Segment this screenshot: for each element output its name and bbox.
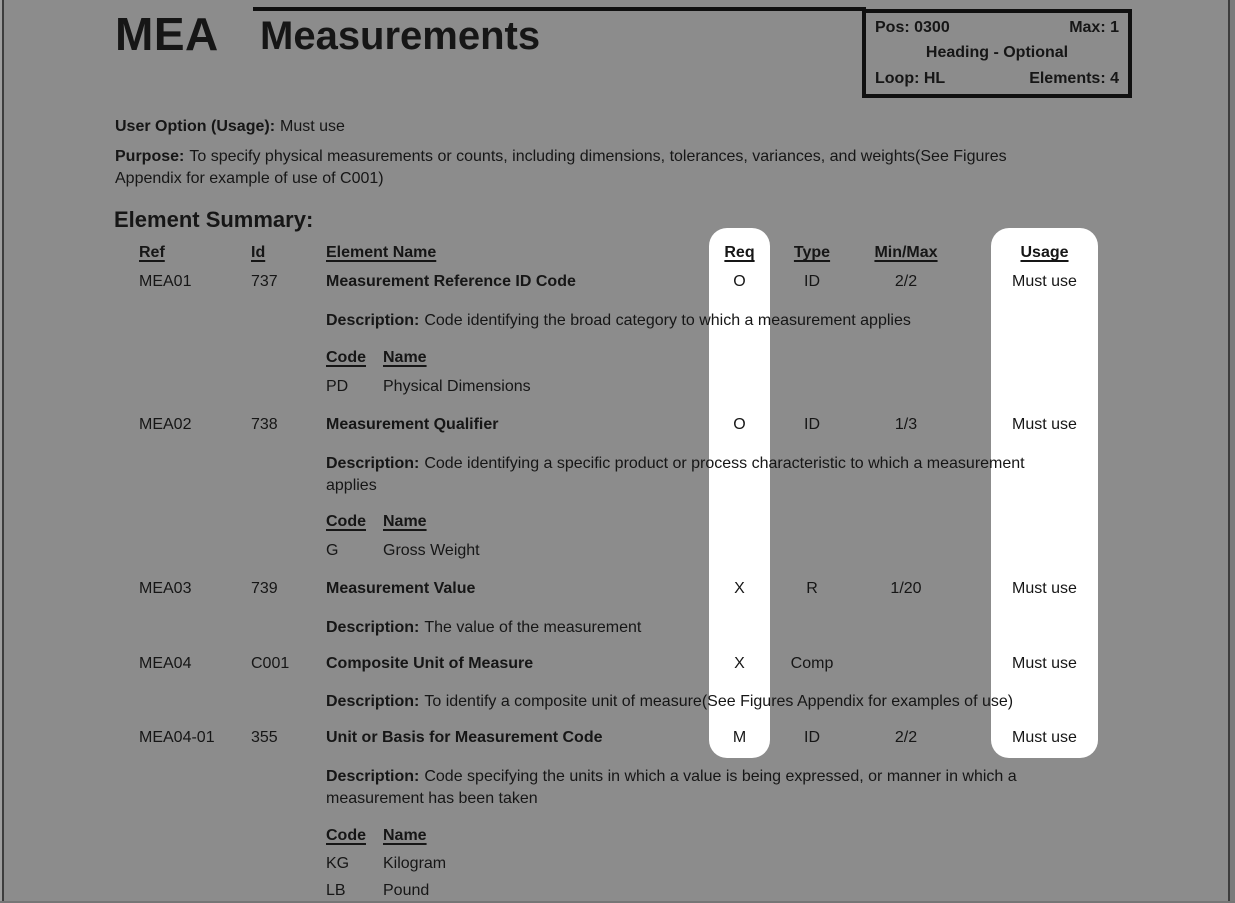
code-value: G xyxy=(326,542,339,559)
type-value: R xyxy=(806,580,818,597)
description-text: Code specifying the units in which a value is being expressed, or manner in which a measurement has been taken xyxy=(326,768,1017,807)
type-value: ID xyxy=(804,416,820,433)
element-name: Measurement Value xyxy=(326,580,476,597)
type-value: ID xyxy=(804,729,820,746)
description-label: Description: xyxy=(326,312,420,329)
code-value: LB xyxy=(326,882,346,899)
code-header-row xyxy=(0,348,1235,370)
code-row xyxy=(0,541,1235,563)
minmax-value: 2/2 xyxy=(894,273,918,290)
code-value: PD xyxy=(326,378,349,395)
description-text: To identify a composite unit of measure(See Figures Appendix for examples of use) xyxy=(424,693,1014,710)
code-name-value: Kilogram xyxy=(383,855,447,872)
element-ref: MEA02 xyxy=(139,416,192,433)
minmax-value: 1/3 xyxy=(894,416,918,433)
code-col-header: Code xyxy=(326,513,366,530)
description-label: Description: xyxy=(326,455,420,472)
col-header-minmax: Min/Max xyxy=(874,244,938,261)
code-col-header: Code xyxy=(326,827,366,844)
req-value: O xyxy=(733,416,746,433)
loop-value: Loop: HL xyxy=(875,70,946,88)
segment-name: Measurements xyxy=(260,14,541,58)
element-id: 737 xyxy=(251,273,278,290)
name-col-header: Name xyxy=(383,349,427,366)
description-text: Code identifying the broad category to which a measurement applies xyxy=(424,312,911,329)
element-ref: MEA03 xyxy=(139,580,192,597)
element-name: Measurement Qualifier xyxy=(326,416,499,433)
description-text: Code identifying a specific product or process characteristic to which a measurement applies xyxy=(326,455,1025,494)
description-label: Description: xyxy=(326,768,420,785)
description-line xyxy=(326,310,1046,332)
usage-value: Must use xyxy=(1012,416,1077,433)
segment-info-box xyxy=(862,9,1132,98)
col-header-id: Id xyxy=(251,244,266,261)
code-name-value: Pound xyxy=(383,882,430,899)
elements-value: Elements: 4 xyxy=(1029,70,1119,88)
user-option-value: Must use xyxy=(280,118,345,135)
table-row-mea02 xyxy=(0,415,1235,437)
user-option-line xyxy=(115,118,345,136)
description-line xyxy=(326,453,1046,497)
table-row-mea04-01 xyxy=(0,728,1235,750)
purpose-text: To specify physical measurements or counts, including dimensions, tolerances, variances, and weights(See Figures Appendix for example of use of C001) xyxy=(115,148,1007,187)
element-summary-title: Element Summary: xyxy=(114,207,314,232)
code-col-header: Code xyxy=(326,349,366,366)
info-box-row-1 xyxy=(875,20,1119,36)
element-id: 738 xyxy=(251,416,278,433)
code-value: KG xyxy=(326,855,350,872)
col-header-usage: Usage xyxy=(1020,244,1069,261)
description-text: The value of the measurement xyxy=(424,619,642,636)
header-rule xyxy=(253,7,866,11)
col-header-req: Req xyxy=(724,244,755,261)
col-header-type: Type xyxy=(793,244,831,261)
code-header-row xyxy=(0,512,1235,534)
usage-value: Must use xyxy=(1012,729,1077,746)
element-ref: MEA01 xyxy=(139,273,192,290)
element-name: Measurement Reference ID Code xyxy=(326,273,576,290)
usage-value: Must use xyxy=(1012,273,1077,290)
code-row xyxy=(0,854,1235,876)
element-id: 739 xyxy=(251,580,278,597)
description-line xyxy=(326,617,1046,639)
table-row-mea03 xyxy=(0,579,1235,601)
usage-value: Must use xyxy=(1012,655,1077,672)
code-name-value: Physical Dimensions xyxy=(383,378,531,395)
heading-optional-value: Heading - Optional xyxy=(925,44,1069,62)
element-id: C001 xyxy=(251,655,290,672)
element-name: Composite Unit of Measure xyxy=(326,655,534,672)
element-ref: MEA04-01 xyxy=(139,729,215,746)
type-value: ID xyxy=(804,273,820,290)
purpose-line xyxy=(115,146,1050,190)
element-ref: MEA04 xyxy=(139,655,192,672)
description-line xyxy=(326,691,1126,713)
info-box-row-3 xyxy=(875,71,1119,87)
description-line xyxy=(326,766,1046,810)
purpose-label: Purpose: xyxy=(115,148,185,165)
req-value: O xyxy=(733,273,746,290)
req-value: X xyxy=(734,580,745,597)
req-value: M xyxy=(732,729,747,746)
info-box-row-2 xyxy=(875,45,1119,61)
page-left-border xyxy=(2,0,4,903)
segment-id: MEA xyxy=(115,8,219,60)
usage-value: Must use xyxy=(1012,580,1077,597)
summary-header-row xyxy=(0,243,1235,265)
table-row-mea01 xyxy=(0,272,1235,294)
table-row-mea04 xyxy=(0,654,1235,676)
minmax-value: 1/20 xyxy=(890,580,922,597)
description-label: Description: xyxy=(326,693,420,710)
code-name-value: Gross Weight xyxy=(383,542,480,559)
code-header-row xyxy=(0,826,1235,848)
minmax-value: 2/2 xyxy=(894,729,918,746)
col-header-name: Element Name xyxy=(326,244,437,261)
user-option-label: User Option (Usage): xyxy=(115,118,276,135)
type-value: Comp xyxy=(790,655,834,672)
description-label: Description: xyxy=(326,619,420,636)
max-value: Max: 1 xyxy=(1069,18,1119,36)
element-name: Unit or Basis for Measurement Code xyxy=(326,729,603,746)
code-row xyxy=(0,377,1235,399)
name-col-header: Name xyxy=(383,513,427,530)
pos-value: Pos: 0300 xyxy=(875,18,950,36)
right-edge-strip xyxy=(1230,0,1235,903)
req-value: X xyxy=(734,655,745,672)
code-row xyxy=(0,881,1235,903)
col-header-ref: Ref xyxy=(139,244,165,261)
name-col-header: Name xyxy=(383,827,427,844)
element-id: 355 xyxy=(251,729,278,746)
